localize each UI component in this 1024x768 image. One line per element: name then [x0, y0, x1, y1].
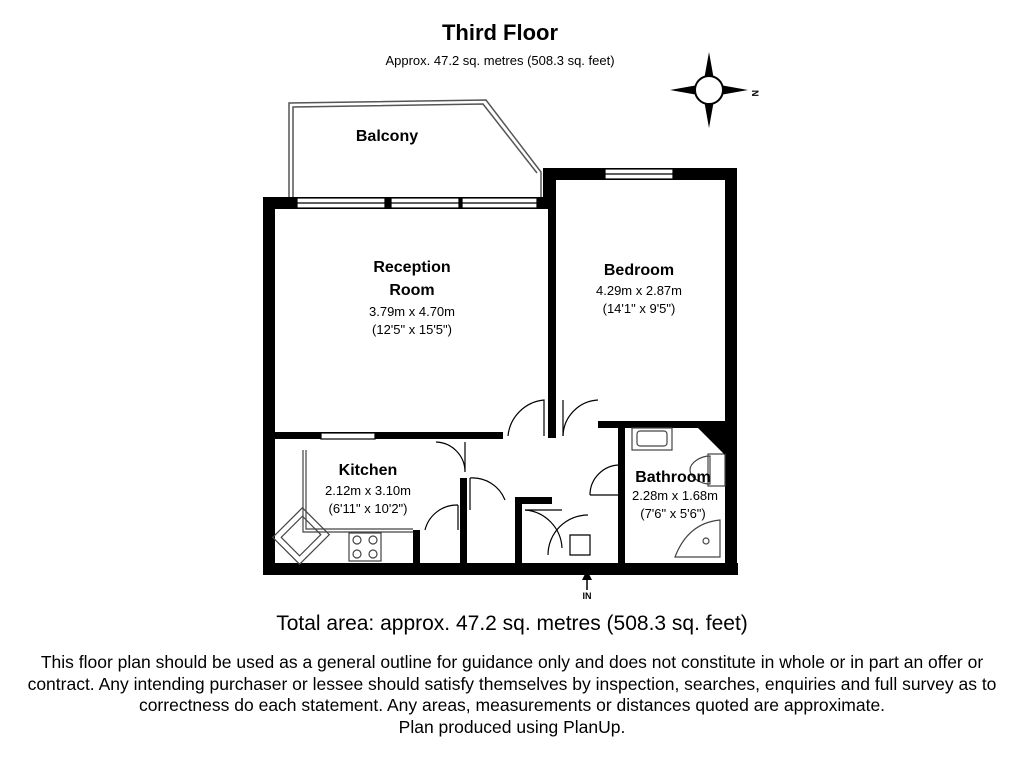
- balcony-railing: [289, 100, 541, 198]
- entrance-label: IN: [582, 591, 592, 601]
- reception-label-line1: Reception: [373, 259, 451, 276]
- bathroom-duct: [698, 428, 725, 455]
- bedroom-label: Bedroom: [603, 262, 675, 279]
- kitchen-size-metric: 2.12m x 3.10m: [325, 483, 411, 498]
- credit-text: Plan produced using PlanUp.: [398, 716, 626, 737]
- bedroom-size-metric: 4.29m x 2.87m: [596, 283, 682, 298]
- reception-label-line2: Room: [389, 282, 435, 299]
- total-area: Total area: approx. 47.2 sq. metres (508.3 sq. feet): [276, 612, 748, 635]
- plan-subtitle: Approx. 47.2 sq. metres (508.3 sq. feet): [385, 53, 615, 68]
- disclaimer-block: [5, 652, 1019, 738]
- plan-title: Third Floor: [441, 20, 559, 45]
- compass-rose-icon: [670, 52, 748, 128]
- door-swings: [425, 400, 620, 555]
- balcony-label: Balcony: [355, 128, 419, 145]
- reception-size-imperial: (12'5" x 15'5"): [372, 322, 452, 337]
- bathroom-size-metric: 2.28m x 1.68m: [632, 488, 718, 503]
- compass-label: N: [750, 90, 760, 97]
- disclaimer-text: This floor plan should be used as a general outline for guidance only and does not constitute in whole or in part an offer or contract. Any intending purchaser or lessee should satisfy themselves by inspection, searches, enquiries and full survey as to correctness do each statement. Any areas, measurements or distances quoted are approximate.: [27, 652, 997, 715]
- kitchen-size-imperial: (6'11" x 10'2"): [328, 501, 408, 516]
- reception-size-metric: 3.79m x 4.70m: [369, 304, 455, 319]
- bathroom-label: Bathroom: [635, 469, 711, 486]
- bathroom-size-imperial: (7'6" x 5'6"): [640, 506, 706, 521]
- kitchen-label: Kitchen: [338, 462, 398, 479]
- bedroom-size-imperial: (14'1" x 9'5"): [602, 301, 676, 316]
